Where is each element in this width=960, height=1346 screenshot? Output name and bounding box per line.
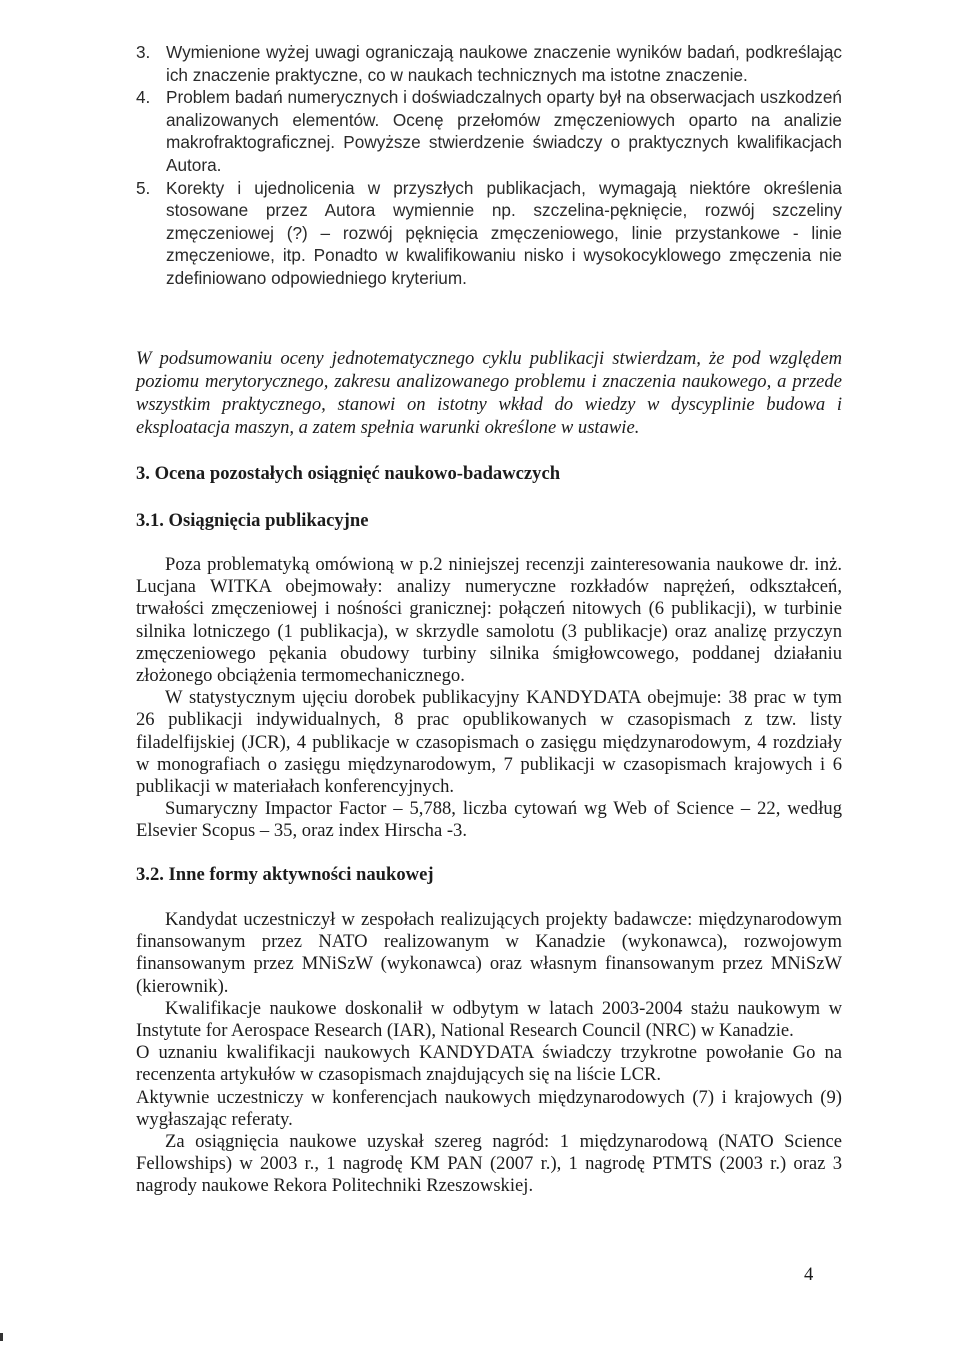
list-item-text: Korekty i ujednolicenia w przyszłych publikacjach, wymagają niektóre określenia stosowane przez Autora wymiennie np. szczelina-pęknięcie, rozwój szczeliny zmęczeniowej (?) – rozwój pęknięcia zmęczeniowego, linie przystankowe - linie zmęczeniowe, itp. Ponadto w kwalifikowaniu nisko i wysokocyklowego zmęczenia nie zdefiniowano odpowiedniego kryterium.	[166, 177, 842, 288]
list-item	[136, 86, 842, 176]
paragraph: O uznaniu kwalifikacji naukowych KANDYDATA świadczy trzykrotne powołanie Go na recenzenta artykułów w czasopismach znajdujących się na liście LCR.	[136, 1042, 842, 1086]
remarks-list	[136, 41, 842, 290]
scan-mark	[0, 1333, 3, 1341]
list-item-number: 3.	[136, 42, 151, 62]
paragraph: Aktywnie uczestniczy w konferencjach naukowych międzynarodowych (7) i krajowych (9) wygłaszając referaty.	[136, 1086, 842, 1130]
paragraph: Kandydat uczestniczył w zespołach realizujących projekty badawcze: międzynarodowym finansowanym przez NATO realizowanym w Kanadzie (wykonawca), rozwojowym finansowanym przez MNiSzW (wykonawca) oraz własnym finansowanym przez MNiSzW (kierownik).	[136, 909, 842, 997]
subsection-heading-other-activity: 3.2. Inne formy aktywności naukowej	[136, 864, 434, 885]
page-number: 4	[804, 1264, 814, 1285]
publications-text	[136, 554, 842, 843]
list-item	[136, 177, 842, 290]
section-heading: 3. Ocena pozostałych osiągnięć naukowo-badawczych	[136, 463, 561, 484]
list-item-text: Wymienione wyżej uwagi ograniczają naukowe znaczenie wyników badań, podkreślając ich znaczenie praktyczne, co w naukach technicznych ma istotne znaczenie.	[166, 42, 842, 85]
paragraph: W statystycznym ujęciu dorobek publikacyjny KANDYDATA obejmuje: 38 prac w tym 26 publikacji indywidualnych, 8 prac opublikowanych w czasopismach z tzw. listy filadelfijskiej (JCR), 4 publikacje w czasopismach o zasięgu międzynarodowym, 4 rozdziały w monografiach o zasięgu międzynarodowym, 7 publikacji w czasopismach krajowych i 6 publikacji w materiałach konferencyjnych.	[136, 687, 842, 798]
paragraph: Sumaryczny Impactor Factor – 5,788, liczba cytowań wg Web of Science – 22, według Elsevier Scopus – 35, oraz index Hirscha -3.	[136, 798, 842, 842]
other-activity-text	[136, 909, 842, 1198]
paragraph: Za osiągnięcia naukowe uzyskał szereg nagród: 1 międzynarodową (NATO Science Fellowships) w 2003 r., 1 nagrodę KM PAN (2007 r.), 1 nagrodę PTMTS (2003 r.) oraz 3 nagrody naukowe Rekora Politechniki Rzeszowskiej.	[136, 1131, 842, 1197]
list-item-text: Problem badań numerycznych i doświadczalnych oparty był na obserwacjach uszkodzeń analizowanych elementów. Ocenę przełomów zmęczeniowych oparto na analizie makrofraktograficznej. Powyższe stwierdzenie świadczy o praktycznych kwalifikacjach Autora.	[166, 87, 842, 175]
list-item-number: 5.	[136, 177, 151, 198]
list-item	[136, 41, 842, 86]
summary-paragraph: W podsumowaniu oceny jednotematycznego cyklu publikacji stwierdzam, że pod względem poziomu merytorycznego, zakresu analizowanego problemu i znaczenia naukowego, a przede wszystkim praktycznego, stanowi on istotny wkład do wiedzy w dyscyplinie budowa i eksploatacja maszyn, a zatem spełnia warunki określone w ustawie.	[136, 347, 842, 438]
paragraph: Kwalifikacje naukowe doskonalił w odbytym w latach 2003-2004 stażu naukowym w Instytute for Aerospace Research (IAR), National Research Council (NRC) w Kanadzie.	[136, 997, 842, 1042]
list-item-number: 4.	[136, 87, 151, 108]
paragraph: Poza problematyką omówioną w p.2 niniejszej recenzji zainteresowania naukowe dr. inż. Lucjana WITKA obejmowały: analizy numeryczne rozkładów naprężeń, odkształceń, trwałości zmęczeniowej i nośności granicznej: połączeń nitowych (6 publikacji), w turbinie silnika lotniczego (1 publikacja), w skrzydle samolotu (3 publikacje) oraz analizę przyczyn zmęczeniowego pękania obudowy turbiny silnika śmigłowcowego, poddanej działaniu złożonego obciążenia termomechanicznego.	[136, 554, 842, 687]
subsection-heading-publications: 3.1. Osiągnięcia publikacyjne	[136, 510, 369, 531]
